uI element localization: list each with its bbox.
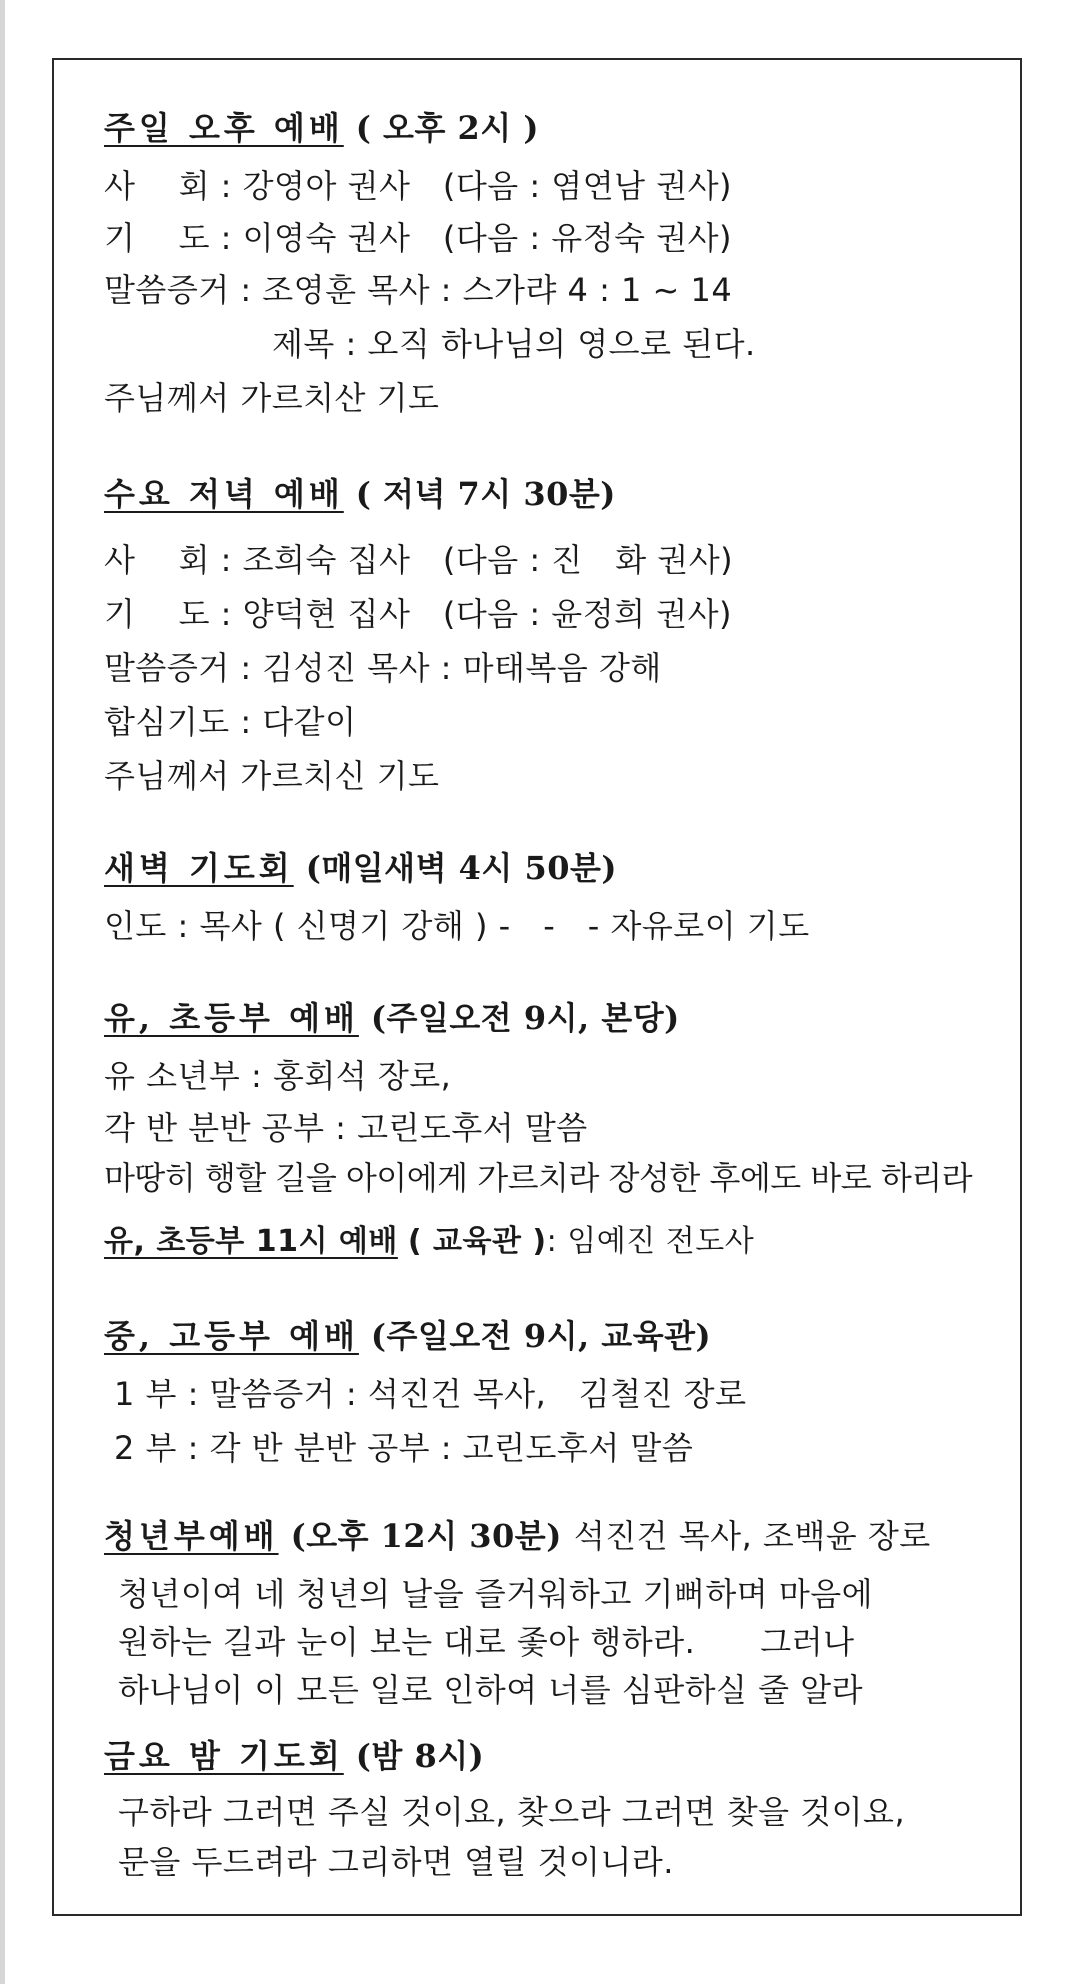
section-leader: : 임예진 전도사 <box>546 1224 755 1259</box>
wednesday-evening-group-prayer: 합심기도 : 다같이 <box>104 703 357 741</box>
sunday-afternoon-prayer: 기 도 : 이영숙 권사 (다음 : 유정숙 권사) <box>104 219 733 257</box>
middle-high-heading <box>104 1316 711 1356</box>
wednesday-evening-heading <box>104 474 616 514</box>
wednesday-evening-lords-prayer: 주님께서 가르치신 기도 <box>104 757 440 795</box>
kids-service-heading <box>104 998 680 1038</box>
youth-verse-1: 청년이여 네 청년의 날을 즐거워하고 기뻐하며 마음에 <box>118 1575 874 1613</box>
section-time: ( 저녁 7시 30분) <box>355 475 616 513</box>
kids-service-verse: 마땅히 행할 길을 아이에게 가르치라 장성한 후에도 바로 하리라 <box>104 1159 973 1197</box>
youth-heading <box>104 1516 931 1556</box>
youth-verse-2: 원하는 길과 눈이 보는 대로 좇아 행하라. 그러나 <box>118 1623 855 1661</box>
middle-high-part-1: 1 부 : 말씀증거 : 석진건 목사, 김철진 장로 <box>114 1375 747 1413</box>
section-leader: 석진건 목사, 조백윤 장로 <box>573 1517 931 1555</box>
section-title: 수요 저녁 예배 <box>104 475 344 513</box>
section-time: (매일새벽 4시 50분) <box>305 849 618 887</box>
section-title: 유, 초등부 11시 예배 <box>104 1224 398 1259</box>
wednesday-evening-presider: 사 회 : 조희숙 집사 (다음 : 진 화 권사) <box>104 541 734 579</box>
dawn-prayer-heading <box>104 848 617 888</box>
section-title: 중, 고등부 예배 <box>104 1317 359 1355</box>
section-title: 새벽 기도회 <box>104 849 294 887</box>
dawn-prayer-leader: 인도 : 목사 ( 신명기 강해 ) - - - 자유로이 기도 <box>104 907 810 945</box>
sunday-afternoon-presider: 사 회 : 강영아 권사 (다음 : 염연남 권사) <box>104 167 733 205</box>
wednesday-evening-sermon: 말씀증거 : 김성진 목사 : 마태복음 강해 <box>104 649 662 687</box>
sunday-afternoon-sermon: 말씀증거 : 조영훈 목사 : 스가랴 4 : 1 ~ 14 <box>104 271 733 309</box>
sunday-afternoon-heading <box>104 108 539 148</box>
sunday-afternoon-lords-prayer: 주님께서 가르치산 기도 <box>104 379 440 417</box>
kids-service-leader: 유 소년부 : 홍회석 장로, <box>104 1057 452 1095</box>
youth-verse-3: 하나님이 이 모든 일로 인하여 너를 심판하실 줄 알라 <box>118 1671 864 1709</box>
section-time: (주일오전 9시, 본당) <box>370 999 680 1037</box>
section-time: (밤 8시) <box>355 1737 485 1775</box>
section-title: 유, 초등부 예배 <box>104 999 359 1037</box>
section-title: 주일 오후 예배 <box>104 109 344 147</box>
section-time: ( 교육관 ) <box>407 1224 547 1259</box>
friday-night-heading <box>104 1736 484 1776</box>
sunday-afternoon-sermon-title: 제목 : 오직 하나님의 영으로 된다. <box>272 325 756 363</box>
section-time: (주일오전 9시, 교육관) <box>370 1317 712 1355</box>
section-title: 금요 밤 기도회 <box>104 1737 344 1775</box>
section-time: ( 오후 2시 ) <box>355 109 539 147</box>
section-time: (오후 12시 30분) <box>290 1517 562 1555</box>
kids-service-study: 각 반 분반 공부 : 고린도후서 말씀 <box>104 1109 588 1147</box>
wednesday-evening-prayer: 기 도 : 양덕현 집사 (다음 : 윤정희 권사) <box>104 595 733 633</box>
section-title: 청년부예배 <box>104 1517 279 1555</box>
middle-high-part-2: 2 부 : 각 반 분반 공부 : 고린도후서 말씀 <box>114 1429 694 1467</box>
page-edge-shadow <box>0 0 5 1984</box>
friday-night-verse-2: 문을 두드려라 그리하면 열릴 것이니라. <box>118 1843 674 1881</box>
kids-11-heading <box>104 1222 754 1262</box>
friday-night-verse-1: 구하라 그러면 주실 것이요, 찾으라 그러면 찾을 것이요, <box>118 1793 906 1831</box>
